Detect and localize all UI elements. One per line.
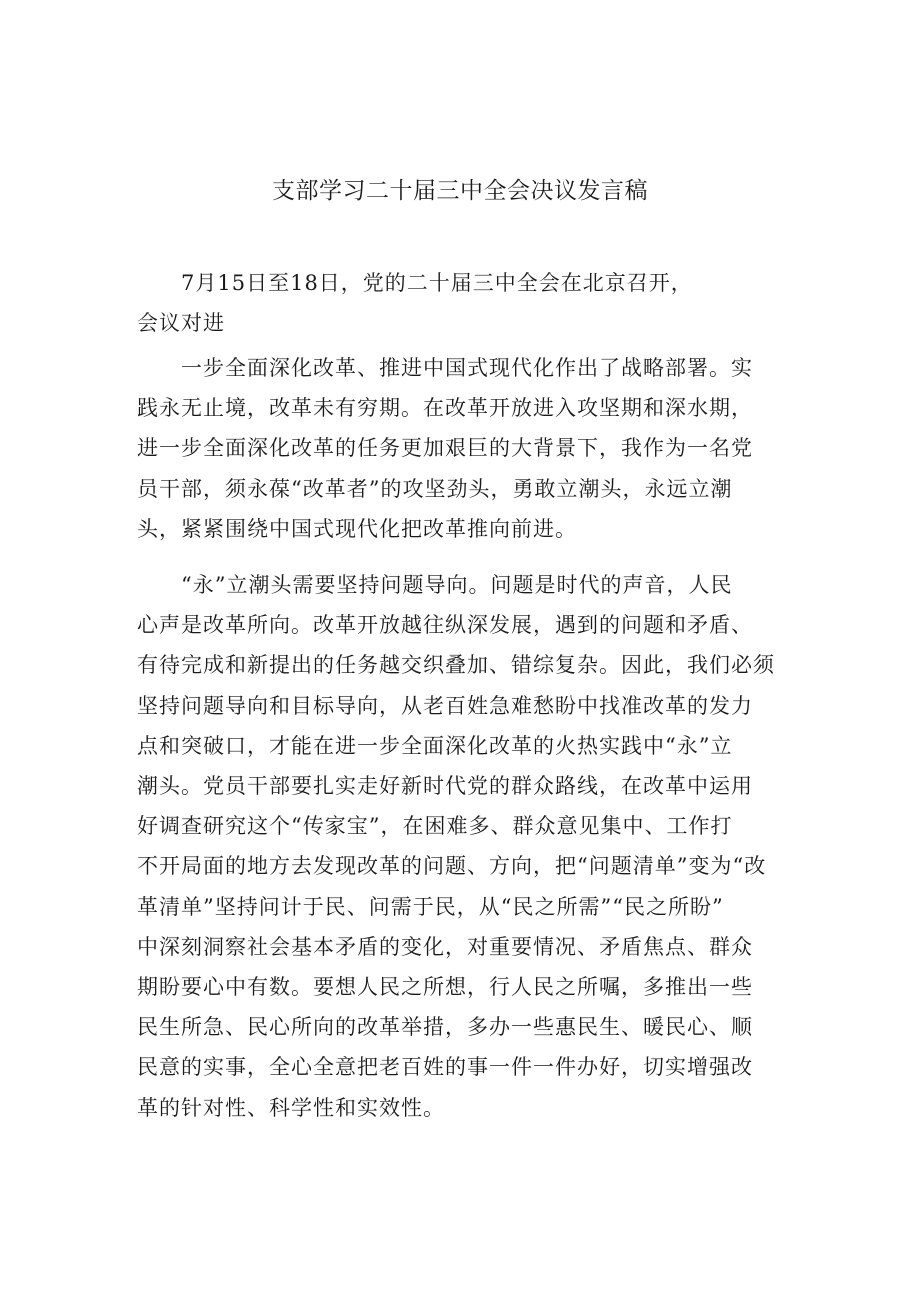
text-line: 好调查研究这个“传家宝”，在困难多、群众意见集中、工作打 xyxy=(137,814,733,839)
paragraph-1 xyxy=(137,348,792,549)
intro-continuation xyxy=(137,303,792,343)
text-line: 7月15日至18日，党的二十届三中全会在北京召开， xyxy=(181,271,693,295)
text-line: 民生所急、民心所向的改革举措，多办一些惠民生、暖民心、顺 xyxy=(137,1015,753,1040)
text-line: 心声是改革所向。改革开放越往纵深发展，遇到的问题和矛盾、 xyxy=(137,613,753,638)
text-line: 会议对进 xyxy=(137,311,225,335)
text-line: 不开局面的地方去发现改革的问题、方向，把“问题清单”变为“改 xyxy=(137,854,767,879)
text-line: 中深刻洞察社会基本矛盾的变化，对重要情况、矛盾焦点、群众 xyxy=(137,934,753,959)
text-line: 坚持问题导向和目标导向，从老百姓急难愁盼中找准改革的发力 xyxy=(137,693,753,718)
paragraph-2 xyxy=(137,565,792,1128)
text-line: 践永无止境，改革未有穷期。在改革开放进入攻坚期和深水期， xyxy=(137,396,753,421)
text-line: 有待完成和新提出的任务越交织叠加、错综复杂。因此，我们必须 xyxy=(137,653,775,678)
text-line: 民意的实事，全心全意把老百姓的事一件一件办好，切实增强改 xyxy=(137,1055,753,1080)
text-line: 潮头。党员干部要扎实走好新时代党的群众路线，在改革中运用 xyxy=(137,774,753,799)
text-line: 员干部，须永葆“改革者”的攻坚劲头，勇敢立潮头，永远立潮 xyxy=(137,476,733,501)
text-line: 一步全面深化改革、推进中国式现代化作出了战略部署。实 xyxy=(181,356,753,380)
text-line: 期盼要心中有数。要想人民之所想，行人民之所嘱，多推出一些 xyxy=(137,975,753,1000)
text-line: 头，紧紧围绕中国式现代化把改革推向前进。 xyxy=(137,516,577,541)
text-line: 革的针对性、科学性和实效性。 xyxy=(137,1095,445,1120)
text-line: 点和突破口，才能在进一步全面深化改革的火热实践中“永”立 xyxy=(137,733,733,758)
text-line: 革清单”坚持问计于民、问需于民，从“民之所需”“民之所盼” xyxy=(137,894,724,919)
text-line: 进一步全面深化改革的任务更加艰巨的大背景下，我作为一名党 xyxy=(137,436,753,461)
intro-paragraph xyxy=(137,263,792,303)
document-title: 支部学习二十届三中全会决议发言稿 xyxy=(272,178,648,204)
text-line: “永”立潮头需要坚持问题导向。问题是时代的声音，人民 xyxy=(181,573,733,597)
